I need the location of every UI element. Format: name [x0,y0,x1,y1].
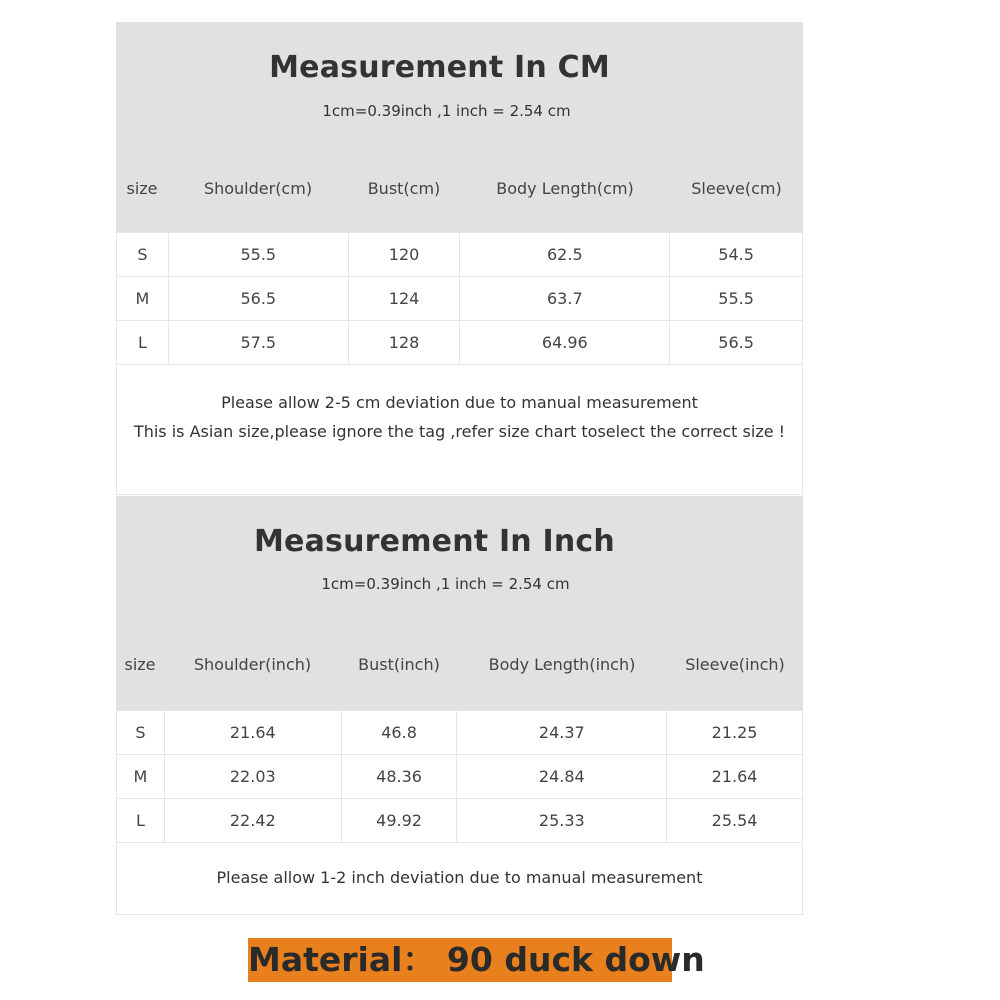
cm-cell-bust: 124 [348,277,460,321]
cm-cell-size: M [117,277,169,321]
inch-cell-shoulder: 22.42 [164,799,341,843]
inch-cell-sleeve: 21.25 [667,711,803,755]
cm-cell-size: L [117,321,169,365]
inch-cell-sleeve: 21.64 [667,755,803,799]
cm-cell-body-length: 63.7 [460,277,670,321]
inch-deviation-note [116,844,803,915]
cm-cell-shoulder: 56.5 [168,277,348,321]
cm-cell-sleeve: 54.5 [670,233,803,277]
inch-header [116,496,803,710]
table-row [117,755,803,799]
inch-title: Measurement In Inch [254,524,615,559]
inch-header-size: size [124,655,156,674]
cm-header-size: size [126,179,158,198]
cm-cell-shoulder: 55.5 [168,233,348,277]
cm-cell-bust: 128 [348,321,460,365]
table-row [117,711,803,755]
cm-header-body-length: Body Length(cm) [496,179,634,198]
cm-cell-bust: 120 [348,233,460,277]
inch-cell-sleeve: 25.54 [667,799,803,843]
inch-header-bust: Bust(inch) [358,655,440,674]
inch-cell-shoulder: 21.64 [164,711,341,755]
table-row [117,233,803,277]
cm-header-sleeve: Sleeve(cm) [691,179,782,198]
cm-cell-sleeve: 55.5 [670,277,803,321]
cm-title: Measurement In CM [269,50,610,85]
cm-header-bust: Bust(cm) [367,179,441,198]
inch-cell-body-length: 24.37 [457,711,667,755]
material-banner: Material： 90 duck down [248,938,672,982]
inch-cell-bust: 49.92 [341,799,457,843]
inch-cell-size: L [117,799,165,843]
cm-size-chart [116,22,803,495]
cm-deviation-note [116,367,803,495]
cm-cell-sleeve: 56.5 [670,321,803,365]
cm-cell-size: S [117,233,169,277]
inch-cell-body-length: 25.33 [457,799,667,843]
cm-note-line-1: Please allow 2-5 cm deviation due to manual measurement [221,393,698,412]
inch-table [116,710,803,843]
table-row [117,277,803,321]
inch-header-shoulder: Shoulder(inch) [193,655,312,674]
cm-note-line-2: This is Asian size,please ignore the tag ,refer size chart toselect the correct size ! [133,422,786,441]
inch-header-body-length: Body Length(inch) [488,655,636,674]
cm-cell-body-length: 62.5 [460,233,670,277]
table-row [117,321,803,365]
inch-cell-bust: 46.8 [341,711,457,755]
cm-cell-body-length: 64.96 [460,321,670,365]
inch-cell-size: S [117,711,165,755]
cm-cell-shoulder: 57.5 [168,321,348,365]
inch-cell-shoulder: 22.03 [164,755,341,799]
cm-header-shoulder: Shoulder(cm) [203,179,313,198]
inch-note-line-1: Please allow 1-2 inch deviation due to manual measurement [216,868,703,887]
cm-conversion-note: 1cm=0.39inch ,1 inch = 2.54 cm [322,102,571,120]
cm-header [116,22,803,232]
cm-table [116,232,803,365]
table-row [117,799,803,843]
inch-size-chart [116,496,803,915]
inch-cell-size: M [117,755,165,799]
inch-header-sleeve: Sleeve(inch) [685,655,785,674]
inch-cell-bust: 48.36 [341,755,457,799]
inch-cell-body-length: 24.84 [457,755,667,799]
inch-conversion-note: 1cm=0.39inch ,1 inch = 2.54 cm [321,575,570,593]
